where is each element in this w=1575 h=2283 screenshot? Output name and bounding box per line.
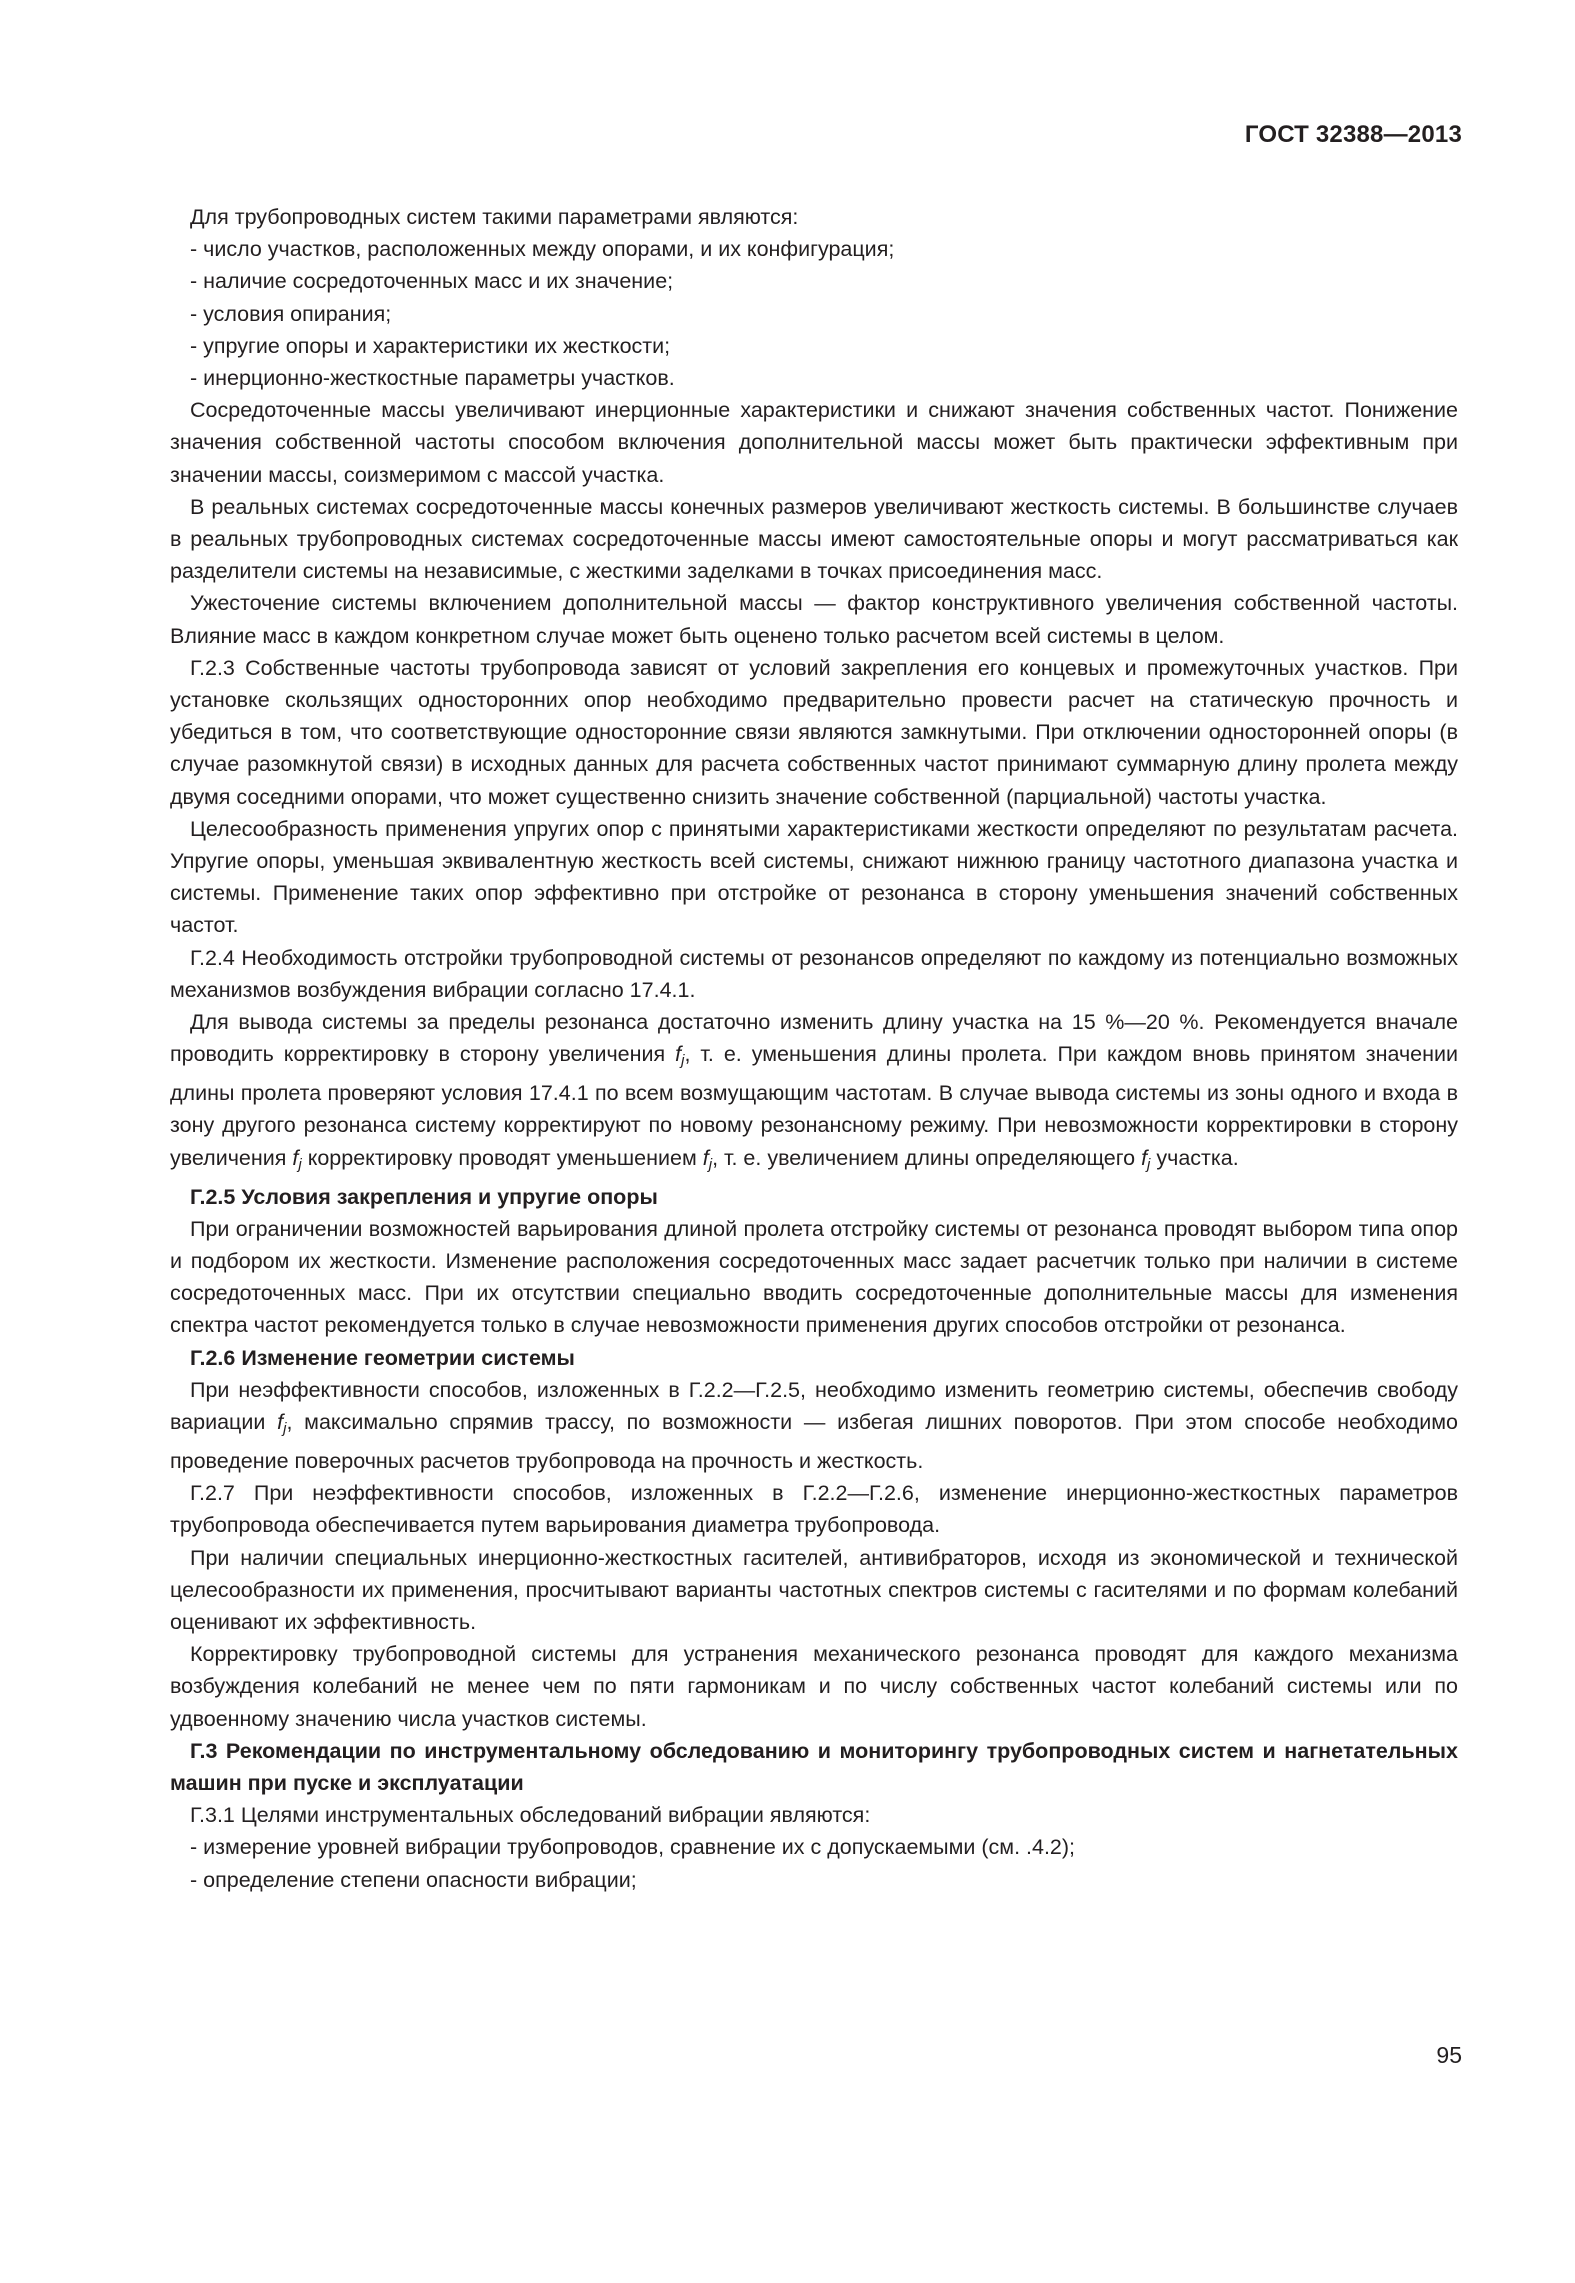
paragraph: Целесообразность применения упругих опор с принятыми характеристиками жесткости определяют по результатам расчета. Упругие опоры, уменьшая эквивалентную жесткость всей системы, снижают нижнюю границу частотного диапазона участка и системы. Применение таких опор эффективно при отстройке от резонанса в сторону уменьшения значений собственных частот. (170, 816, 1458, 938)
frequency-index: j (283, 1419, 287, 1437)
frequency-index: j (1147, 1155, 1151, 1173)
paragraph-g23: Г.2.3 Собственные частоты трубопровода зависят от условий закрепления его концевых и промежуточных участков. При установке скользящих односторонних опор необходимо предварительно провести расчет на статическую прочность и убедиться в том, что соответствующие односторонние связи являются замкнутыми. При отключении односторонней опоры (в случае разомкнутой связи) в исходных данных для расчета собственных частот принимают суммарную длину пролета между двумя соседними опорами, что может существенно снизить значение собственной (парциальной) частоты участка. (170, 655, 1458, 809)
paragraph: Корректировку трубопроводной системы для устранения механического резонанса проводят для каждого механизма возбуждения колебаний не менее чем по пяти гармоникам и по числу собственных частот колебаний системы или по удвоенному значению числа участков системы. (170, 1642, 1458, 1731)
text-run: участка. (1150, 1145, 1239, 1170)
list-item: - определение степени опасности вибрации; (190, 1867, 637, 1892)
frequency-index: j (298, 1155, 302, 1173)
paragraph-g27: Г.2.7 При неэффективности способов, изложенных в Г.2.2—Г.2.6, изменение инерционно-жесткостных параметров трубопровода обеспечивается путем варьирования диаметра трубопровода. (170, 1481, 1458, 1538)
paragraph-resonance (170, 1006, 1458, 1181)
paragraph: В реальных системах сосредоточенные массы конечных размеров увеличивают жесткость системы. В большинстве случаев в реальных трубопроводных системах сосредоточенные массы имеют самостоятельные опоры и могут рассматриваться как разделители системы на независимые, с жесткими заделками в точках присоединения масс. (170, 494, 1458, 584)
page-number: 95 (1436, 2042, 1462, 2068)
list-item: - наличие сосредоточенных масс и их значение; (190, 269, 674, 294)
paragraph-geometry (170, 1374, 1458, 1477)
list-item: - упругие опоры и характеристики их жесткости; (190, 333, 671, 358)
text-run: , т. е. уменьшения длины пролета. При каждом вновь принятом значении длины пролета проверяют условия 17.4.1 по всем возмущающим частотам. В случае вывода системы из зоны одного и входа в зону другого резонанса систему корректируют по новому резонансному режиму. При невозможности корректировки в сторону увеличения (170, 1042, 1459, 1170)
frequency-symbol: f (292, 1145, 299, 1170)
section-heading-g26: Г.2.6 Изменение геометрии системы (190, 1345, 575, 1370)
paragraph: При ограничении возможностей варьирования длиной пролета отстройку системы от резонанса проводят выбором типа опор и подбором их жесткости. Изменение расположения сосредоточенных масс задает расчетчик только при наличии в системе сосредоточенных масс. При их отсутствии специально вводить сосредоточенные дополнительные массы для изменения спектра частот рекомендуется только в случае невозможности применения других способов отстройки от резонанса. (170, 1216, 1458, 1338)
list-item: - число участков, расположенных между опорами, и их конфигурация; (190, 237, 895, 262)
frequency-symbol: f (675, 1042, 682, 1067)
frequency-index: j (681, 1052, 685, 1070)
frequency-symbol: f (702, 1145, 709, 1170)
paragraph: При наличии специальных инерционно-жесткостных гасителей, антивибраторов, исходя из экономической и технической целесообразности их применения, просчитывают варианты частотных спектров системы с гасителями и по формам колебаний оценивают их эффективность. (170, 1545, 1458, 1634)
section-heading-g3: Г.3 Рекомендации по инструментальному обследованию и мониторингу трубопроводных систем и нагнетательных машин при пуске и эксплуатации (170, 1738, 1458, 1795)
list-item: - измерение уровней вибрации трубопроводов, сравнение их с допускаемыми (см. .4.2); (190, 1835, 1076, 1860)
list-item: - условия опирания; (190, 301, 392, 326)
document-body (170, 201, 1458, 1896)
paragraph: Ужесточение системы включением дополнительной массы — фактор конструктивного увеличения собственной частоты. Влияние масс в каждом конкретном случае может быть оценено только расчетом всей системы в целом. (170, 591, 1458, 648)
paragraph: Для трубопроводных систем такими параметрами являются: (190, 205, 799, 229)
paragraph: Сосредоточенные массы увеличивают инерционные характеристики и снижают значения собственных частот. Понижение значения собственной частоты способом включения дополнительной массы может быть практически эффективным при значении массы, соизмеримом с массой участка. (170, 398, 1458, 487)
text-run: , максимально спрямив трассу, по возможности — избегая лишних поворотов. При этом способе необходимо проведение поверочных расчетов трубопровода на прочность и жесткость. (170, 1410, 1458, 1473)
text-run: , т. е. увеличением длины определяющего (712, 1145, 1142, 1170)
paragraph-g31: Г.3.1 Целями инструментальных обследований вибрации являются: (190, 1803, 871, 1828)
text-run: Для вывода системы за пределы резонанса достаточно изменить длину участка на 15 %—20 %. Рекомендуется вначале проводить корректировку в сторону увеличения (170, 1010, 1458, 1067)
list-item: - инерционно-жесткостные параметры участков. (190, 366, 675, 391)
standard-header: ГОСТ 32388—2013 (1244, 121, 1462, 148)
frequency-symbol: f (1141, 1145, 1148, 1170)
text-run: При неэффективности способов, изложенных в Г.2.2—Г.2.5, необходимо изменить геометрию системы, обеспечив свободу вариации (170, 1377, 1458, 1435)
paragraph-g24: Г.2.4 Необходимость отстройки трубопроводной системы от резонансов определяют по каждому из потенциально возможных механизмов возбуждения вибрации согласно 17.4.1. (170, 945, 1458, 1002)
text-run: корректировку проводят уменьшением (301, 1145, 703, 1170)
section-heading-g25: Г.2.5 Условия закрепления и упругие опоры (190, 1184, 658, 1209)
frequency-index: j (708, 1155, 713, 1173)
frequency-symbol: f (277, 1410, 284, 1435)
